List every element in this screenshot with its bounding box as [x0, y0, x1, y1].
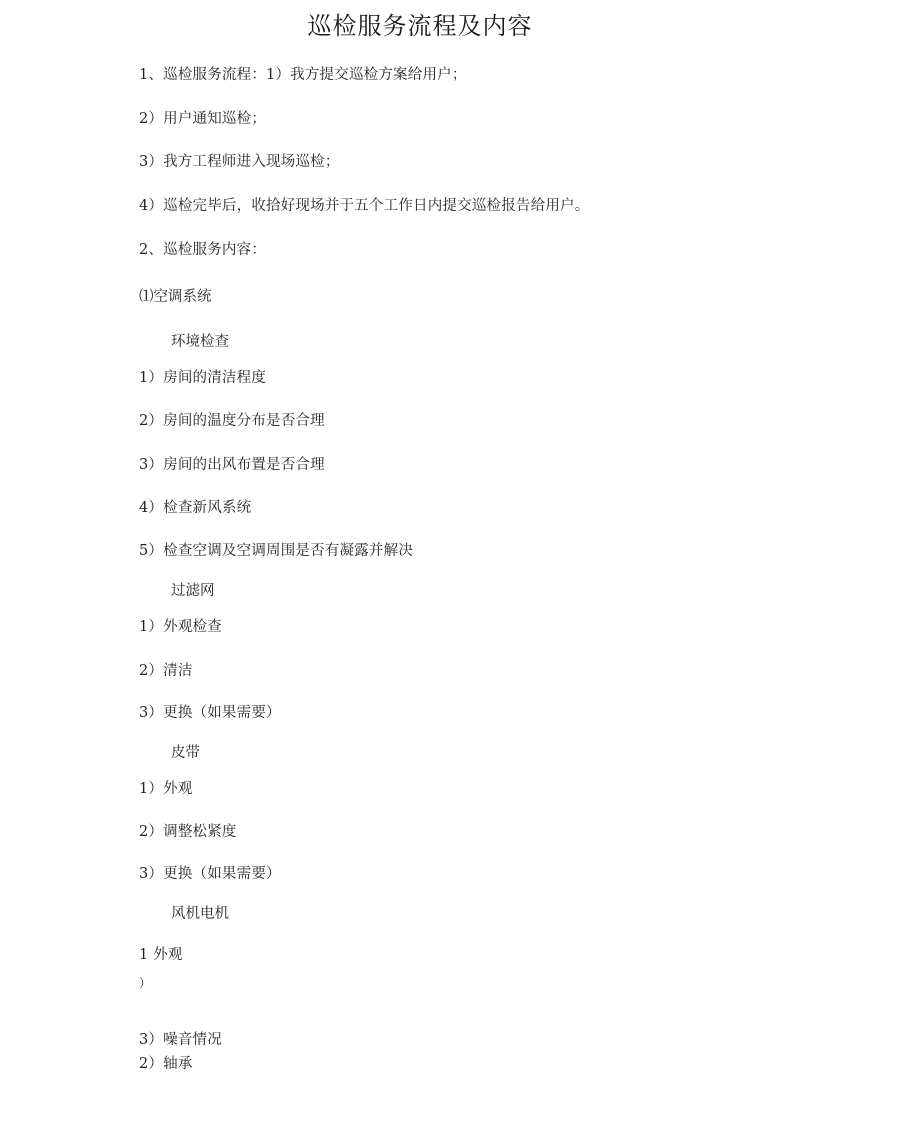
content-heading: 2、巡检服务内容：: [139, 242, 267, 258]
filter-item-2: 2）清洁: [139, 663, 193, 679]
env-item-4: 4）检查新风系统: [139, 500, 252, 516]
fan-item-2: 2）轴承: [139, 1056, 193, 1072]
process-step-4: 4）巡检完毕后，收拾好现场并于五个工作日内提交巡检报告给用户。: [139, 198, 590, 214]
fan-item-1: 1 外观: [139, 947, 183, 963]
fan-item-1-paren: ）: [139, 976, 152, 990]
filter-item-1: 1）外观检查: [139, 619, 222, 635]
process-heading-line: 1、巡检服务流程：1）我方提交巡检方案给用户；: [139, 67, 467, 83]
section-aircon-system: ⑴空调系统: [139, 289, 212, 305]
subsection-belt: 皮带: [171, 745, 200, 761]
env-item-5: 5）检查空调及空调周围是否有凝露并解决: [139, 543, 414, 559]
process-step-2: 2）用户通知巡检；: [139, 111, 267, 127]
subsection-fan-motor: 风机电机: [171, 906, 229, 922]
subsection-filter: 过滤网: [171, 583, 215, 599]
env-item-1: 1）房间的清洁程度: [139, 370, 267, 386]
belt-item-2: 2）调整松紧度: [139, 824, 237, 840]
env-item-2: 2）房间的温度分布是否合理: [139, 413, 325, 429]
belt-item-3: 3）更换（如果需要）: [139, 866, 281, 882]
document-title: 巡检服务流程及内容: [307, 12, 533, 40]
filter-item-3: 3）更换（如果需要）: [139, 705, 281, 721]
process-step-3: 3）我方工程师进入现场巡检；: [139, 154, 340, 170]
belt-item-1: 1）外观: [139, 781, 193, 797]
fan-item-3: 3）噪音情况: [139, 1032, 222, 1048]
env-item-3: 3）房间的出风布置是否合理: [139, 457, 325, 473]
subsection-environment-check: 环境检查: [171, 334, 229, 350]
